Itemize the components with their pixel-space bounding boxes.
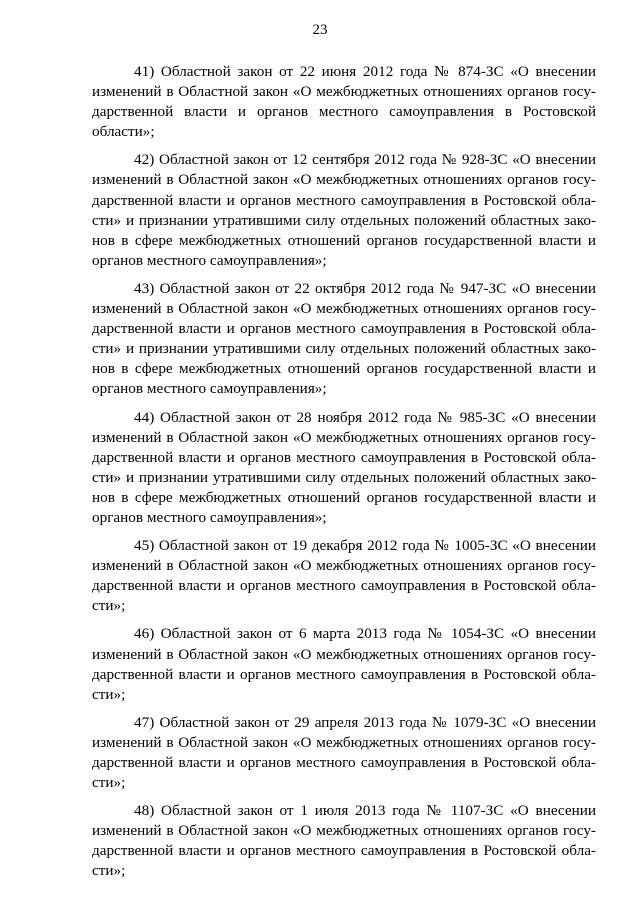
text-line: изменений в Областной закон «О межбюджетных отношениях органов госу- xyxy=(92,557,596,575)
text-line: органов местного самоуправления»; xyxy=(92,380,327,398)
text-line: изменений в Областной закон «О межбюджетных отношениях органов госу- xyxy=(92,645,596,663)
text-line: дарственной власти и органов местного самоуправления в Ростовской обла- xyxy=(92,842,596,860)
page-number: 23 xyxy=(312,22,328,38)
text-line: дарственной власти и органов местного самоуправления в Ростовской обла- xyxy=(92,191,596,209)
text-line: изменений в Областной закон «О межбюджетных отношениях органов госу- xyxy=(92,83,596,101)
list-item xyxy=(92,536,596,616)
text-line: органов местного самоуправления»; xyxy=(92,251,327,269)
text-line: изменений в Областной закон «О межбюджетных отношениях органов госу- xyxy=(92,733,596,751)
text-line: органов местного самоуправления»; xyxy=(92,508,327,526)
text-line: 42) Областной закон от 12 сентября 2012 года № 928-ЗС «О внесении xyxy=(134,151,596,169)
list-item xyxy=(92,279,596,400)
text-line: 43) Областной закон от 22 октября 2012 года № 947-ЗС «О внесении xyxy=(134,279,596,297)
text-line: области»; xyxy=(92,123,155,141)
text-line: изменений в Областной закон «О межбюджетных отношениях органов госу- xyxy=(92,822,596,840)
text-line: сти»; xyxy=(92,774,126,792)
text-line: сти» и признании утратившими силу отдельных положений областных зако- xyxy=(92,468,596,486)
text-line: дарственной власти и органов местного самоуправления в Ростовской обла- xyxy=(92,665,596,683)
text-line: 44) Областной закон от 28 ноября 2012 года № 985-ЗС «О внесении xyxy=(134,408,596,426)
text-line: 47) Областной закон от 29 апреля 2013 года № 1079-ЗС «О внесении xyxy=(134,713,596,731)
list-item xyxy=(92,150,596,271)
text-line: нов в сфере межбюджетных отношений органов государственной власти и xyxy=(92,231,596,249)
text-line: дарственной власти и органов местного самоуправления в Ростовской обла- xyxy=(92,754,596,771)
text-line: сти» и признании утратившими силу отдельных положений областных зако- xyxy=(92,340,596,358)
text-line: дарственной власти и органов местного самоуправления в Ростовской обла- xyxy=(92,577,596,595)
list-item xyxy=(92,624,596,704)
list-item xyxy=(92,408,596,529)
text-line: нов в сфере межбюджетных отношений органов государственной власти и xyxy=(92,360,596,378)
text-line: изменений в Областной закон «О межбюджетных отношениях органов госу- xyxy=(92,428,596,446)
text-line: нов в сфере межбюджетных отношений органов государственной власти и xyxy=(92,488,596,506)
text-line: сти»; xyxy=(92,862,126,880)
text-line: 45) Областной закон от 19 декабря 2012 года № 1005-ЗС «О внесении xyxy=(134,537,596,555)
list-item xyxy=(92,62,596,142)
text-line: сти»; xyxy=(92,597,126,615)
list-item xyxy=(92,801,596,881)
text-line: 48) Областной закон от 1 июля 2013 года № 1107-ЗС «О внесении xyxy=(134,802,596,820)
text-line: дарственной власти и органов местного самоуправления в Ростовской обла- xyxy=(92,448,596,466)
text-line: дарственной власти и органов местного самоуправления в Ростовской обла- xyxy=(92,320,596,338)
text-line: дарственной власти и органов местного самоуправления в Ростовской xyxy=(92,103,596,121)
text-line: изменений в Областной закон «О межбюджетных отношениях органов госу- xyxy=(92,171,596,189)
law-list xyxy=(92,62,596,890)
text-line: 46) Областной закон от 6 марта 2013 года № 1054-ЗС «О внесении xyxy=(134,625,596,643)
list-item xyxy=(92,713,596,793)
text-line: сти» и признании утратившими силу отдельных положений областных зако- xyxy=(92,211,596,229)
text-line: изменений в Областной закон «О межбюджетных отношениях органов госу- xyxy=(92,300,596,318)
text-line: сти»; xyxy=(92,685,126,703)
text-line: 41) Областной закон от 22 июня 2012 года № 874-ЗС «О внесении xyxy=(134,63,596,80)
